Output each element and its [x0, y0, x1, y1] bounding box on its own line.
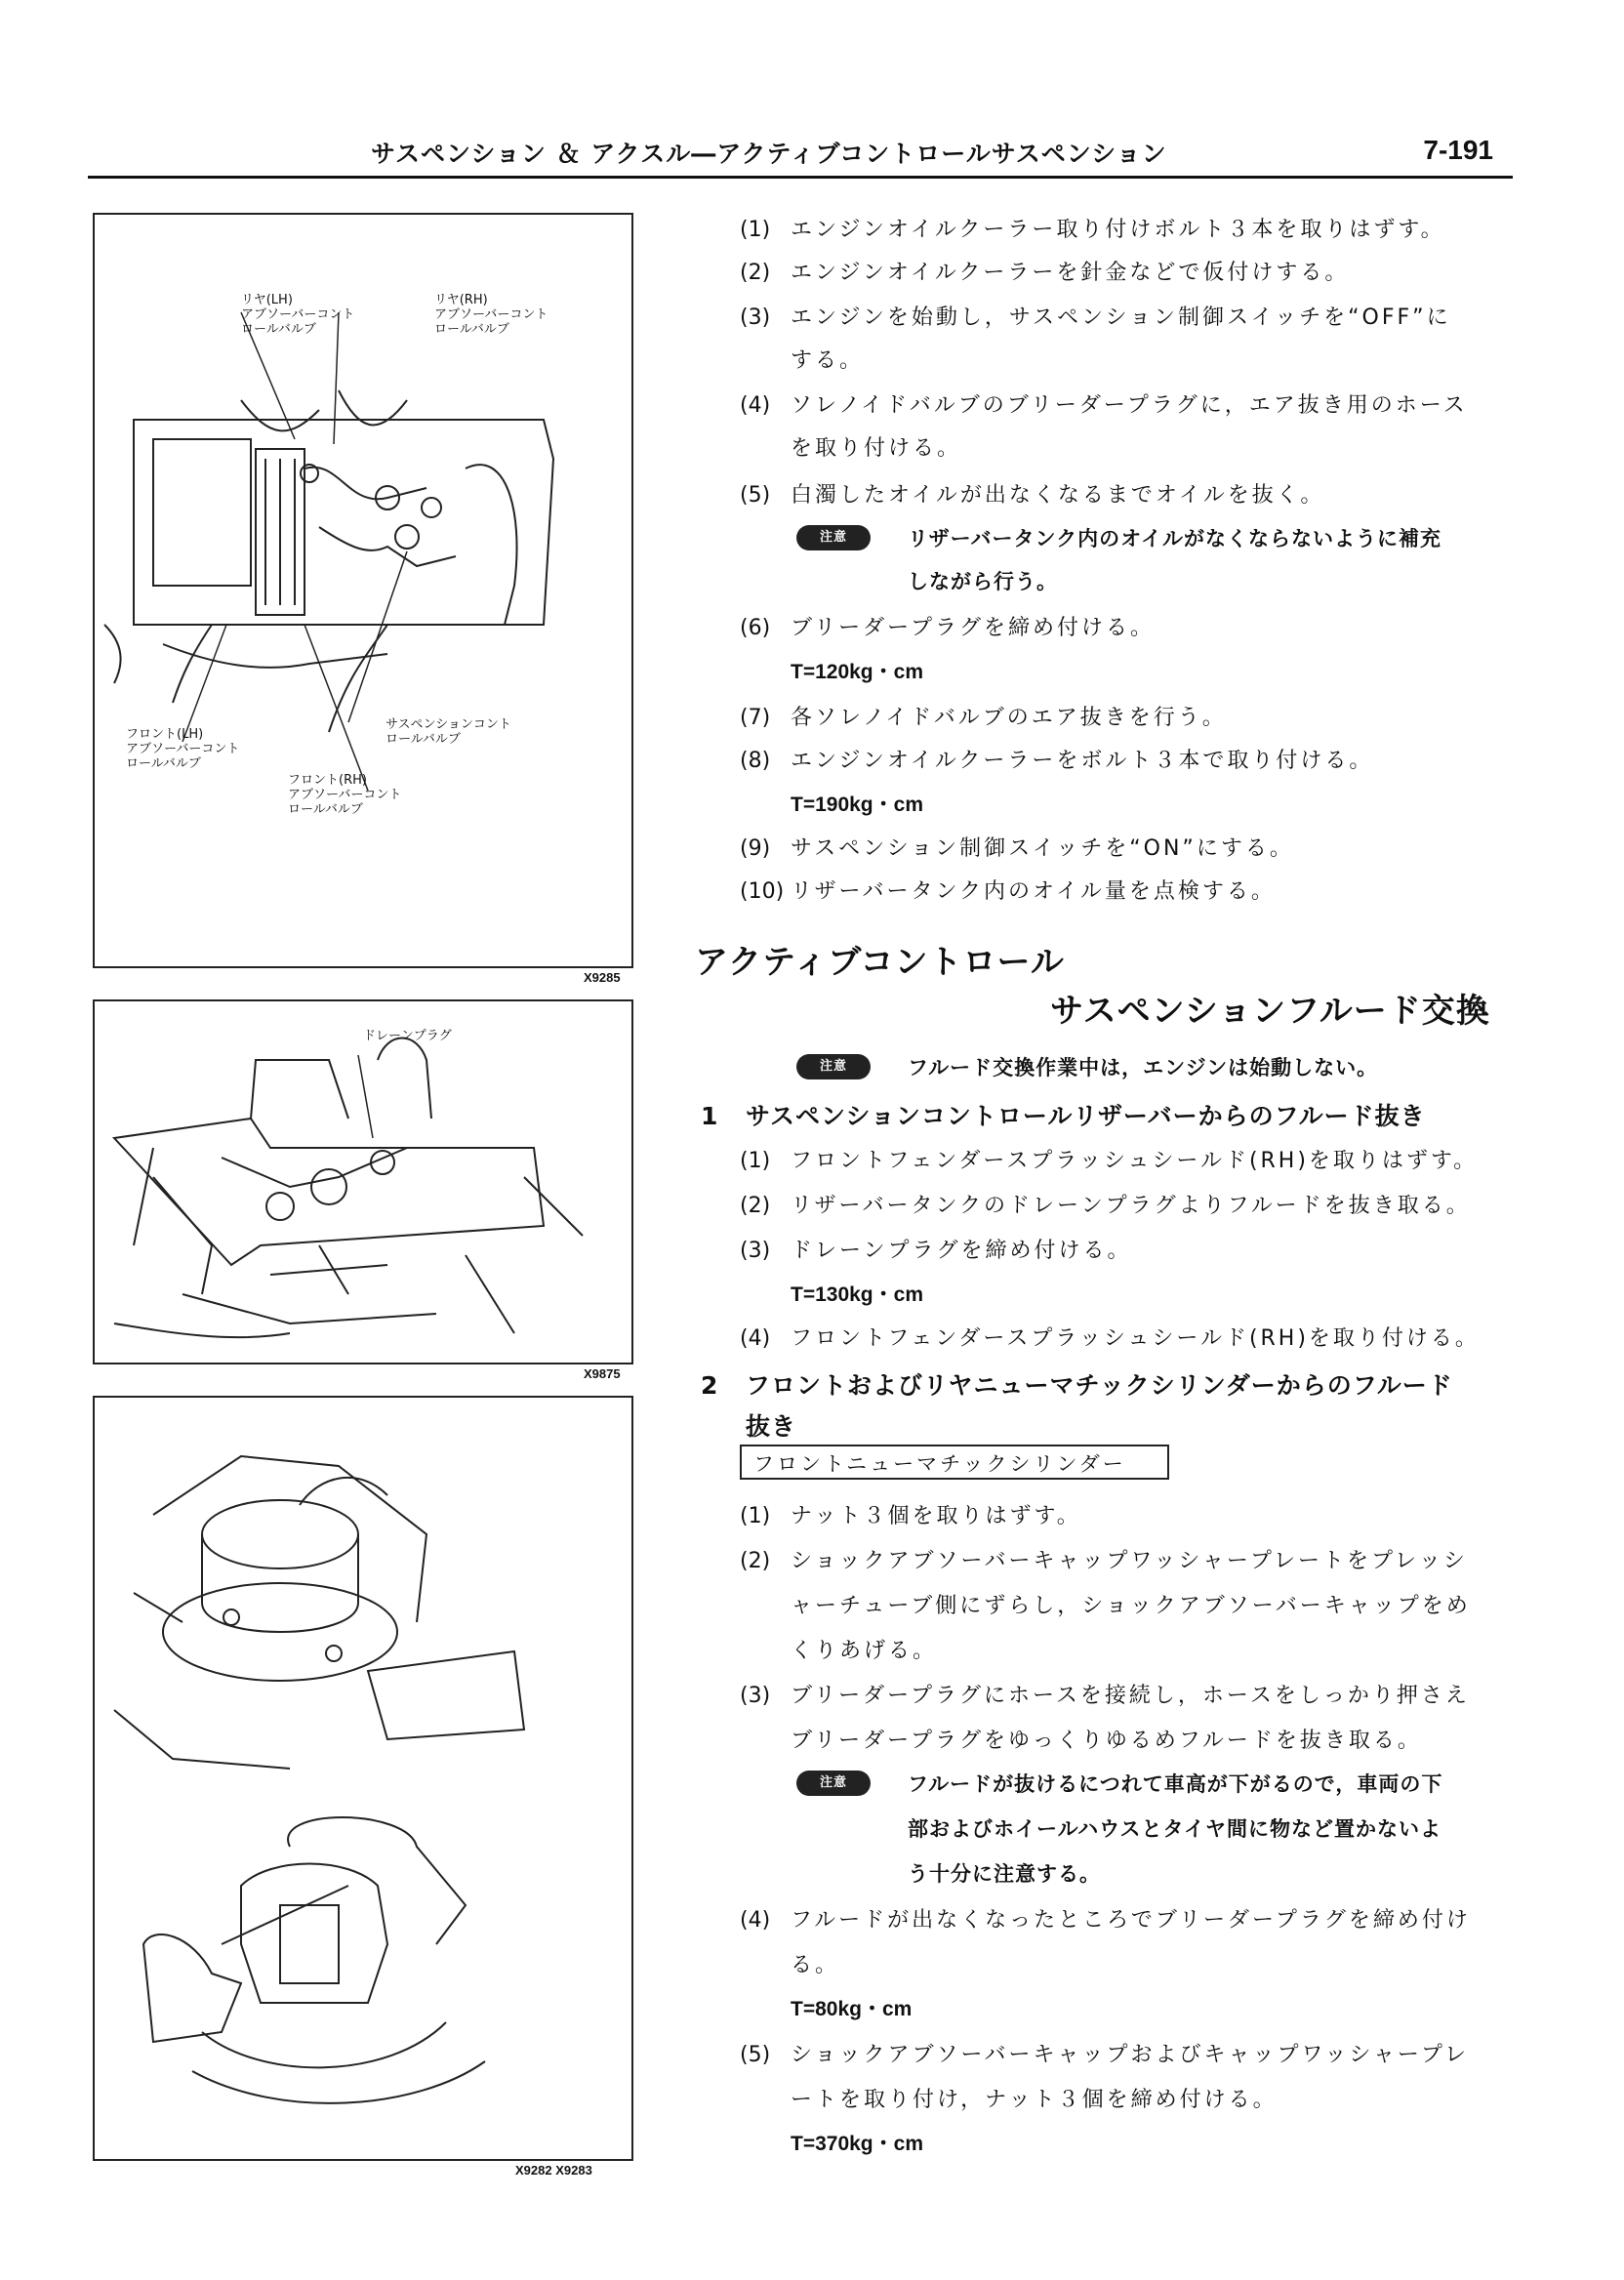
pneumatic-cylinder-illustration — [95, 1398, 631, 2159]
section-title: アクティブコントロール — [695, 943, 1065, 982]
note-text: 部およびホイールハウスとタイヤ間に物など置かないよ — [908, 1817, 1442, 1841]
figure-code: X9285 — [584, 970, 621, 985]
torque-spec: T=80kg・cm — [791, 1998, 913, 2020]
step-1-1: (1) エンジンオイルクーラー取り付けボルト３本を取りはずす。 — [740, 218, 1445, 242]
step-2-2-2: (2) ショックアブソーバーキャップワッシャープレートをプレッシ — [740, 1549, 1468, 1573]
subsection-box: フロントニューマチックシリンダー — [740, 1445, 1169, 1480]
label-suspension-valve: サスペンションコント ロールバルブ — [386, 717, 511, 747]
step-2-2-4: (4) フルードが出なくなったところでブリーダープラグを締め付け — [740, 1908, 1471, 1933]
figure-drain-plug — [93, 999, 633, 1364]
figure-pneumatic-cylinder — [93, 1396, 633, 2161]
label-drain-plug: ドレーンプラグ — [363, 1029, 452, 1043]
step-2-2-3-cont: ブリーダープラグをゆっくりゆるめフルードを抜き取る。 — [791, 1729, 1422, 1753]
torque-spec: T=370kg・cm — [791, 2133, 923, 2155]
step-2-1-2: (2) リザーバータンクのドレーンプラグよりフルードを抜き取る。 — [740, 1194, 1471, 1218]
page-number: 7-191 — [1423, 135, 1493, 165]
note-text: しながら行う。 — [908, 570, 1058, 593]
step-1-3: (3) エンジンを始動し，サスペンション制御スイッチを“OFF”に — [740, 305, 1451, 330]
page-header — [88, 127, 1513, 179]
drain-plug-illustration — [95, 1001, 631, 1363]
step-2-1-3: (3) ドレーンプラグを締め付ける。 — [740, 1239, 1132, 1263]
step-1-9: (9) サスペンション制御スイッチを“ON”にする。 — [740, 836, 1294, 861]
label-front-rh-valve: フロント(RH) アブソーバーコント ロールバルブ — [288, 773, 402, 817]
step-2-2-5: (5) ショックアブソーバーキャップおよびキャップワッシャープレ — [740, 2043, 1469, 2067]
note-text: フルード交換作業中は，エンジンは始動しない。 — [908, 1056, 1379, 1079]
step-1-8: (8) エンジンオイルクーラーをボルト３本で取り付ける。 — [740, 749, 1374, 773]
step-1-4-cont: を取り付ける。 — [791, 436, 962, 461]
step-1-10: (10) リザーバータンク内のオイル量を点検する。 — [740, 879, 1276, 904]
header-title: サスペンション ＆ アクスル―アクティブコントロールサスペンション — [371, 140, 1167, 168]
step-1-6: (6) ブリーダープラグを締め付ける。 — [740, 616, 1156, 640]
torque-spec: T=120kg・cm — [791, 661, 923, 683]
step-1-2: (2) エンジンオイルクーラーを針金などで仮付けする。 — [740, 261, 1350, 285]
note-text: リザーバータンク内のオイルがなくならないように補充 — [908, 527, 1442, 550]
valve-location-illustration — [95, 215, 631, 966]
figure-code: X9875 — [584, 1366, 621, 1381]
procedure-step-1: 1 サスペンションコントロールリザーバーからのフルード抜き — [701, 1102, 1426, 1130]
step-2-1-1: (1) フロントフェンダースプラッシュシールド(RH)を取りはずす。 — [740, 1149, 1479, 1173]
procedure-step-2-cont: 抜き — [746, 1412, 797, 1441]
label-rear-lh-valve: リヤ(LH) アブソーバーコント ロールバルブ — [241, 293, 355, 337]
step-1-3-cont: する。 — [791, 348, 865, 373]
step-2-2-1: (1) ナット３個を取りはずす。 — [740, 1504, 1081, 1528]
figure-valve-locations — [93, 213, 633, 968]
torque-spec: T=130kg・cm — [791, 1283, 923, 1306]
label-rear-rh-valve: リヤ(RH) アブソーバーコント ロールバルブ — [434, 293, 548, 337]
step-2-2-3: (3) ブリーダープラグにホースを接続し，ホースをしっかり押さえ — [740, 1684, 1470, 1708]
caution-icon: 注意 — [796, 525, 871, 550]
section-title: サスペンションフルード交換 — [1050, 992, 1490, 1031]
procedure-step-2: 2 フロントおよびリヤニューマチックシリンダーからのフルード — [701, 1371, 1453, 1400]
caution-icon: 注意 — [796, 1054, 871, 1079]
torque-spec: T=190kg・cm — [791, 794, 923, 816]
step-1-4: (4) ソレノイドバルブのブリーダープラグに，エア抜き用のホース — [740, 393, 1468, 418]
caution-icon: 注意 — [796, 1771, 871, 1796]
step-1-5: (5) 白濁したオイルが出なくなるまでオイルを抜く。 — [740, 483, 1325, 508]
note-text: フルードが抜けるにつれて車高が下がるので，車両の下 — [908, 1772, 1443, 1796]
step-2-2-2-cont: ャーチューブ側にずらし，ショックアブソーバーキャップをめ — [791, 1594, 1471, 1618]
note-text: う十分に注意する。 — [908, 1862, 1101, 1886]
figure-code: X9282 X9283 — [515, 2163, 592, 2178]
step-2-2-2-cont: くりあげる。 — [791, 1639, 938, 1663]
label-front-lh-valve: フロント(LH) アブソーバーコント ロールバルブ — [126, 727, 240, 771]
step-2-1-4: (4) フロントフェンダースプラッシュシールド(RH)を取り付ける。 — [740, 1326, 1480, 1351]
step-2-2-5-cont: ートを取り付け，ナット３個を締め付ける。 — [791, 2088, 1278, 2112]
step-1-7: (7) 各ソレノイドバルブのエア抜きを行う。 — [740, 706, 1227, 730]
step-2-2-4-cont: る。 — [791, 1953, 840, 1977]
